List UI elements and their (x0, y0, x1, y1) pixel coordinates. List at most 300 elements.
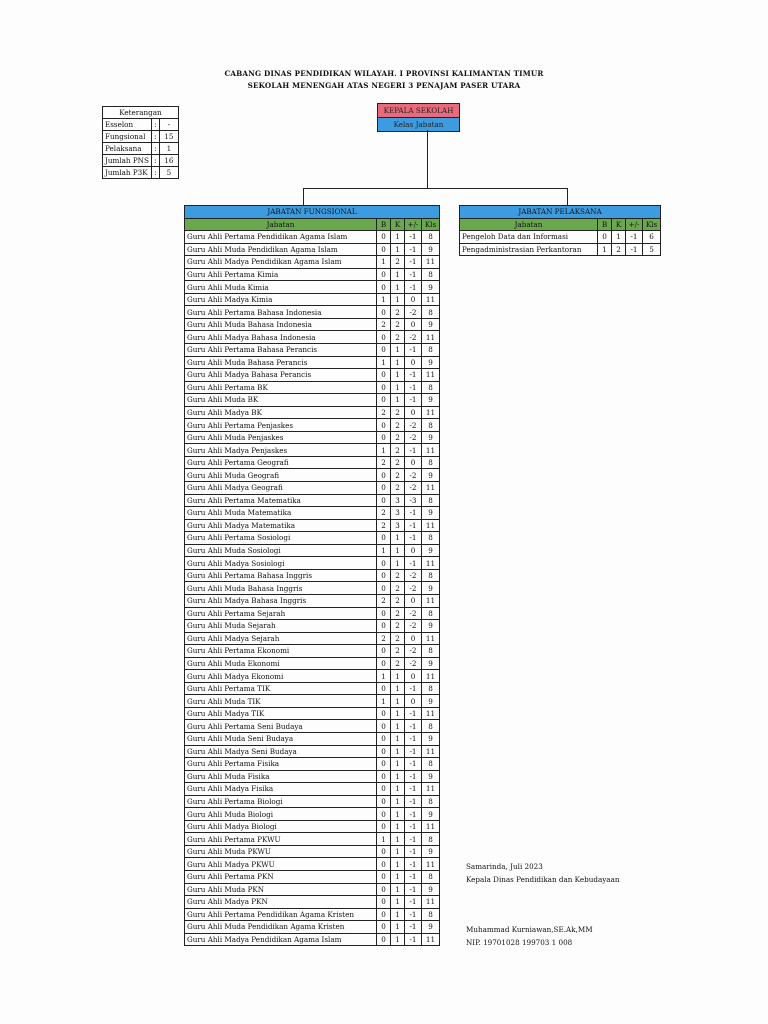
fungsional-cell-selisih: 0 (405, 632, 422, 645)
fungsional-cell-k: 2 (391, 482, 405, 495)
keterangan-separator: : (151, 155, 159, 167)
keterangan-separator: : (151, 119, 159, 131)
fungsional-row (185, 306, 440, 319)
fungsional-cell-selisih: -1 (405, 507, 422, 520)
fungsional-cell-kelas: 8 (422, 795, 440, 808)
fungsional-cell-kelas: 11 (422, 670, 440, 683)
fungsional-cell-selisih: -1 (405, 243, 422, 256)
fungsional-cell-kelas: 11 (422, 933, 440, 946)
fungsional-cell-b: 2 (377, 406, 391, 419)
fungsional-cell-b: 1 (377, 293, 391, 306)
fungsional-cell-k: 1 (391, 758, 405, 771)
fungsional-cell-selisih: 0 (405, 318, 422, 331)
fungsional-cell-k: 1 (391, 921, 405, 934)
fungsional-cell-k: 3 (391, 507, 405, 520)
keterangan-title: Keterangan (103, 107, 179, 119)
fungsional-cell-jabatan: Guru Ahli Muda Ekonomi (185, 657, 377, 670)
fungsional-cell-b: 0 (377, 795, 391, 808)
fungsional-cell-kelas: 9 (422, 845, 440, 858)
fungsional-cell-k: 1 (391, 394, 405, 407)
fungsional-cell-k: 2 (391, 406, 405, 419)
fungsional-cell-b: 0 (377, 582, 391, 595)
keterangan-row (103, 155, 179, 167)
fungsional-cell-kelas: 11 (422, 256, 440, 269)
fungsional-row (185, 281, 440, 294)
fungsional-cell-b: 1 (377, 833, 391, 846)
fungsional-cell-b: 0 (377, 268, 391, 281)
fungsional-cell-selisih: 0 (405, 406, 422, 419)
fungsional-cell-jabatan: Guru Ahli Madya Sejarah (185, 632, 377, 645)
fungsional-cell-kelas: 11 (422, 406, 440, 419)
fungsional-cell-selisih: -1 (405, 519, 422, 532)
fungsional-cell-jabatan: Guru Ahli Pertama PKWU (185, 833, 377, 846)
fungsional-cell-kelas: 9 (422, 582, 440, 595)
fungsional-row (185, 732, 440, 745)
fungsional-cell-b: 2 (377, 519, 391, 532)
fungsional-cell-jabatan: Guru Ahli Madya Pendidikan Agama Islam (185, 933, 377, 946)
fungsional-cell-b: 0 (377, 381, 391, 394)
fungsional-cell-k: 2 (391, 620, 405, 633)
fungsional-cell-b: 0 (377, 494, 391, 507)
fungsional-cell-jabatan: Guru Ahli Pertama BK (185, 381, 377, 394)
fungsional-cell-selisih: -2 (405, 469, 422, 482)
fungsional-cell-kelas: 8 (422, 231, 440, 244)
fungsional-cell-k: 2 (391, 456, 405, 469)
fungsional-cell-kelas: 11 (422, 594, 440, 607)
fungsional-cell-b: 0 (377, 808, 391, 821)
fungsional-cell-kelas: 8 (422, 569, 440, 582)
fungsional-cell-k: 1 (391, 243, 405, 256)
fungsional-cell-selisih: -1 (405, 770, 422, 783)
fungsional-cell-kelas: 11 (422, 707, 440, 720)
keterangan-label: Pelaksana (103, 143, 152, 155)
fungsional-cell-k: 1 (391, 231, 405, 244)
fungsional-cell-b: 0 (377, 469, 391, 482)
fungsional-cell-kelas: 11 (422, 369, 440, 382)
fungsional-row (185, 682, 440, 695)
fungsional-row (185, 933, 440, 946)
signature-position: Kepala Dinas Pendidikan dan Kebudayaan (466, 875, 620, 884)
pelaksana-title: JABATAN PELAKSANA (460, 206, 661, 219)
fungsional-cell-kelas: 9 (422, 732, 440, 745)
fungsional-cell-b: 0 (377, 820, 391, 833)
fungsional-cell-jabatan: Guru Ahli Muda TIK (185, 695, 377, 708)
fungsional-cell-b: 0 (377, 770, 391, 783)
fungsional-row (185, 858, 440, 871)
fungsional-cell-kelas: 8 (422, 456, 440, 469)
fungsional-row (185, 594, 440, 607)
fungsional-cell-jabatan: Guru Ahli Pertama Matematika (185, 494, 377, 507)
keterangan-value: 16 (159, 155, 178, 167)
fungsional-cell-selisih: -1 (405, 682, 422, 695)
fungsional-cell-selisih: 0 (405, 456, 422, 469)
fungsional-cell-kelas: 9 (422, 507, 440, 520)
org-connector-vertical (427, 130, 428, 188)
fungsional-cell-jabatan: Guru Ahli Pertama Bahasa Perancis (185, 344, 377, 357)
fungsional-cell-b: 0 (377, 281, 391, 294)
fungsional-cell-jabatan: Guru Ahli Muda PKWU (185, 845, 377, 858)
fungsional-cell-jabatan: Guru Ahli Muda Pendidikan Agama Islam (185, 243, 377, 256)
fungsional-cell-selisih: 0 (405, 544, 422, 557)
fungsional-row (185, 331, 440, 344)
fungsional-header-b: B (377, 218, 391, 231)
fungsional-cell-b: 0 (377, 532, 391, 545)
fungsional-cell-selisih: -1 (405, 720, 422, 733)
fungsional-cell-jabatan: Guru Ahli Muda Fisika (185, 770, 377, 783)
fungsional-row (185, 657, 440, 670)
signature-place-date: Samarinda, Juli 2023 (466, 862, 543, 871)
fungsional-cell-kelas: 11 (422, 293, 440, 306)
pelaksana-cell-k: 1 (612, 231, 626, 244)
fungsional-cell-jabatan: Guru Ahli Muda Pendidikan Agama Kristen (185, 921, 377, 934)
fungsional-cell-kelas: 8 (422, 720, 440, 733)
fungsional-cell-jabatan: Guru Ahli Madya BK (185, 406, 377, 419)
fungsional-row (185, 908, 440, 921)
pelaksana-cell-b: 0 (598, 231, 612, 244)
fungsional-cell-kelas: 9 (422, 469, 440, 482)
fungsional-cell-selisih: -2 (405, 620, 422, 633)
fungsional-cell-selisih: -1 (405, 833, 422, 846)
fungsional-cell-k: 1 (391, 720, 405, 733)
fungsional-cell-selisih: -1 (405, 795, 422, 808)
fungsional-cell-kelas: 9 (422, 921, 440, 934)
fungsional-cell-k: 2 (391, 569, 405, 582)
fungsional-cell-b: 0 (377, 933, 391, 946)
fungsional-cell-b: 2 (377, 594, 391, 607)
fungsional-cell-b: 0 (377, 620, 391, 633)
fungsional-row (185, 820, 440, 833)
fungsional-header-selisih: +/- (405, 218, 422, 231)
fungsional-cell-b: 0 (377, 394, 391, 407)
keterangan-value: 1 (159, 143, 178, 155)
fungsional-cell-k: 1 (391, 896, 405, 909)
fungsional-row (185, 582, 440, 595)
fungsional-cell-selisih: -1 (405, 369, 422, 382)
fungsional-row (185, 394, 440, 407)
fungsional-cell-jabatan: Guru Ahli Pertama Biologi (185, 795, 377, 808)
fungsional-cell-jabatan: Guru Ahli Muda Bahasa Perancis (185, 356, 377, 369)
fungsional-cell-jabatan: Guru Ahli Pertama Fisika (185, 758, 377, 771)
fungsional-cell-selisih: -2 (405, 306, 422, 319)
fungsional-row (185, 758, 440, 771)
fungsional-cell-selisih: -2 (405, 419, 422, 432)
fungsional-cell-selisih: -1 (405, 896, 422, 909)
fungsional-cell-b: 0 (377, 682, 391, 695)
keterangan-separator: : (151, 167, 159, 179)
fungsional-cell-jabatan: Guru Ahli Madya PKN (185, 896, 377, 909)
fungsional-cell-kelas: 8 (422, 645, 440, 658)
fungsional-cell-kelas: 8 (422, 833, 440, 846)
pelaksana-cell-k: 2 (612, 243, 626, 256)
fungsional-cell-b: 0 (377, 369, 391, 382)
fungsional-cell-b: 0 (377, 908, 391, 921)
fungsional-cell-b: 2 (377, 456, 391, 469)
fungsional-cell-kelas: 11 (422, 557, 440, 570)
fungsional-cell-jabatan: Guru Ahli Pertama PKN (185, 870, 377, 883)
fungsional-cell-k: 1 (391, 281, 405, 294)
fungsional-cell-kelas: 11 (422, 331, 440, 344)
pelaksana-cell-kelas: 5 (643, 243, 661, 256)
fungsional-cell-b: 0 (377, 921, 391, 934)
fungsional-cell-k: 2 (391, 469, 405, 482)
fungsional-cell-kelas: 11 (422, 482, 440, 495)
fungsional-cell-k: 1 (391, 344, 405, 357)
fungsional-cell-kelas: 11 (422, 632, 440, 645)
fungsional-cell-kelas: 8 (422, 870, 440, 883)
fungsional-cell-kelas: 9 (422, 695, 440, 708)
fungsional-cell-jabatan: Guru Ahli Muda Geografi (185, 469, 377, 482)
fungsional-row (185, 645, 440, 658)
fungsional-cell-k: 2 (391, 594, 405, 607)
signature-name: Muhammad Kurniawan,SE.Ak,MM (466, 925, 593, 934)
fungsional-cell-kelas: 9 (422, 394, 440, 407)
fungsional-cell-kelas: 9 (422, 356, 440, 369)
fungsional-cell-k: 1 (391, 808, 405, 821)
fungsional-cell-b: 0 (377, 243, 391, 256)
fungsional-cell-b: 0 (377, 783, 391, 796)
fungsional-cell-k: 1 (391, 557, 405, 570)
fungsional-cell-selisih: -1 (405, 381, 422, 394)
fungsional-row (185, 507, 440, 520)
fungsional-row (185, 557, 440, 570)
fungsional-row (185, 419, 440, 432)
fungsional-cell-selisih: -1 (405, 933, 422, 946)
fungsional-row (185, 883, 440, 896)
keterangan-separator: : (151, 131, 159, 143)
pelaksana-cell-selisih: -1 (626, 243, 643, 256)
fungsional-cell-kelas: 8 (422, 381, 440, 394)
fungsional-cell-b: 0 (377, 883, 391, 896)
fungsional-row (185, 670, 440, 683)
pelaksana-column-headers (460, 218, 661, 231)
fungsional-cell-selisih: -1 (405, 783, 422, 796)
fungsional-cell-jabatan: Guru Ahli Madya Matematika (185, 519, 377, 532)
fungsional-cell-selisih: 0 (405, 293, 422, 306)
fungsional-cell-selisih: -1 (405, 394, 422, 407)
fungsional-cell-k: 2 (391, 444, 405, 457)
fungsional-row (185, 707, 440, 720)
fungsional-cell-selisih: -1 (405, 231, 422, 244)
fungsional-cell-kelas: 9 (422, 318, 440, 331)
fungsional-cell-b: 0 (377, 482, 391, 495)
org-connector-left (303, 188, 304, 205)
fungsional-cell-jabatan: Guru Ahli Madya Fisika (185, 783, 377, 796)
fungsional-cell-jabatan: Guru Ahli Muda Bahasa Inggris (185, 582, 377, 595)
fungsional-cell-k: 1 (391, 732, 405, 745)
fungsional-cell-b: 0 (377, 645, 391, 658)
fungsional-cell-jabatan: Guru Ahli Madya TIK (185, 707, 377, 720)
fungsional-cell-k: 1 (391, 833, 405, 846)
fungsional-row (185, 431, 440, 444)
fungsional-cell-selisih: -1 (405, 344, 422, 357)
fungsional-row (185, 544, 440, 557)
fungsional-row (185, 921, 440, 934)
fungsional-cell-selisih: -2 (405, 582, 422, 595)
fungsional-cell-kelas: 9 (422, 657, 440, 670)
keterangan-label: Fungsional (103, 131, 152, 143)
fungsional-cell-selisih: -1 (405, 883, 422, 896)
fungsional-cell-b: 0 (377, 431, 391, 444)
fungsional-cell-b: 0 (377, 720, 391, 733)
fungsional-row (185, 569, 440, 582)
fungsional-cell-jabatan: Guru Ahli Madya Pendidikan Agama Islam (185, 256, 377, 269)
fungsional-cell-kelas: 8 (422, 344, 440, 357)
fungsional-cell-k: 2 (391, 632, 405, 645)
fungsional-cell-selisih: -1 (405, 281, 422, 294)
pelaksana-cell-kelas: 6 (643, 231, 661, 244)
fungsional-cell-k: 2 (391, 331, 405, 344)
fungsional-cell-kelas: 8 (422, 532, 440, 545)
fungsional-cell-jabatan: Guru Ahli Madya PKWU (185, 858, 377, 871)
header-line-1: CABANG DINAS PENDIDIKAN WILAYAH. I PROVINSI KALIMANTAN TIMUR (224, 69, 544, 78)
fungsional-row (185, 318, 440, 331)
fungsional-cell-jabatan: Guru Ahli Madya Penjaskes (185, 444, 377, 457)
keterangan-value: 15 (159, 131, 178, 143)
fungsional-cell-b: 0 (377, 845, 391, 858)
fungsional-cell-jabatan: Guru Ahli Pertama Kimia (185, 268, 377, 281)
fungsional-cell-b: 0 (377, 732, 391, 745)
kepala-sekolah-box (377, 103, 460, 132)
fungsional-row (185, 406, 440, 419)
keterangan-row (103, 143, 179, 155)
fungsional-cell-selisih: -1 (405, 845, 422, 858)
fungsional-row (185, 632, 440, 645)
fungsional-cell-kelas: 9 (422, 620, 440, 633)
fungsional-cell-k: 1 (391, 908, 405, 921)
fungsional-cell-jabatan: Guru Ahli Muda Biologi (185, 808, 377, 821)
fungsional-row (185, 845, 440, 858)
fungsional-cell-k: 2 (391, 607, 405, 620)
fungsional-cell-b: 2 (377, 507, 391, 520)
fungsional-row (185, 482, 440, 495)
fungsional-row (185, 795, 440, 808)
keterangan-label: Jumlah PNS (103, 155, 152, 167)
fungsional-row (185, 833, 440, 846)
fungsional-row (185, 783, 440, 796)
kepala-sekolah-label: KEPALA SEKOLAH (377, 103, 460, 118)
fungsional-row (185, 870, 440, 883)
fungsional-cell-jabatan: Guru Ahli Madya Bahasa Indonesia (185, 331, 377, 344)
fungsional-cell-kelas: 9 (422, 281, 440, 294)
fungsional-cell-k: 3 (391, 494, 405, 507)
fungsional-cell-jabatan: Guru Ahli Muda Sosiologi (185, 544, 377, 557)
fungsional-cell-kelas: 11 (422, 745, 440, 758)
fungsional-row (185, 770, 440, 783)
fungsional-cell-kelas: 8 (422, 268, 440, 281)
fungsional-cell-k: 1 (391, 795, 405, 808)
keterangan-row (103, 119, 179, 131)
fungsional-cell-selisih: -1 (405, 908, 422, 921)
fungsional-cell-jabatan: Guru Ahli Pertama Seni Budaya (185, 720, 377, 733)
fungsional-cell-k: 1 (391, 770, 405, 783)
fungsional-row (185, 444, 440, 457)
fungsional-cell-k: 2 (391, 419, 405, 432)
pelaksana-cell-selisih: -1 (626, 231, 643, 244)
fungsional-cell-k: 3 (391, 519, 405, 532)
pelaksana-cell-jabatan: Pengadministrasian Perkantoran (460, 243, 598, 256)
fungsional-row (185, 494, 440, 507)
fungsional-cell-k: 2 (391, 306, 405, 319)
fungsional-cell-selisih: -1 (405, 557, 422, 570)
fungsional-cell-k: 1 (391, 369, 405, 382)
fungsional-cell-b: 0 (377, 745, 391, 758)
fungsional-cell-b: 0 (377, 870, 391, 883)
fungsional-cell-k: 2 (391, 657, 405, 670)
fungsional-cell-k: 2 (391, 256, 405, 269)
fungsional-cell-jabatan: Guru Ahli Muda Matematika (185, 507, 377, 520)
fungsional-row (185, 268, 440, 281)
fungsional-cell-jabatan: Guru Ahli Pertama Pendidikan Agama Islam (185, 231, 377, 244)
fungsional-cell-b: 1 (377, 256, 391, 269)
fungsional-header-kelas: Kls (422, 218, 440, 231)
fungsional-cell-jabatan: Guru Ahli Madya Bahasa Inggris (185, 594, 377, 607)
fungsional-cell-selisih: -1 (405, 532, 422, 545)
fungsional-cell-jabatan: Guru Ahli Pertama Bahasa Indonesia (185, 306, 377, 319)
fungsional-cell-kelas: 9 (422, 883, 440, 896)
fungsional-cell-b: 0 (377, 896, 391, 909)
fungsional-cell-kelas: 8 (422, 419, 440, 432)
fungsional-row (185, 231, 440, 244)
fungsional-cell-jabatan: Guru Ahli Muda Kimia (185, 281, 377, 294)
keterangan-table (102, 106, 179, 179)
fungsional-cell-selisih: -1 (405, 745, 422, 758)
fungsional-cell-b: 0 (377, 657, 391, 670)
pelaksana-header-jabatan: Jabatan (460, 218, 598, 231)
jabatan-fungsional-table (184, 205, 440, 946)
pelaksana-header-kelas: Kls (643, 218, 661, 231)
fungsional-row (185, 369, 440, 382)
fungsional-cell-selisih: -2 (405, 569, 422, 582)
fungsional-cell-b: 1 (377, 356, 391, 369)
fungsional-cell-selisih: -2 (405, 607, 422, 620)
fungsional-cell-selisih: 0 (405, 695, 422, 708)
keterangan-body (103, 119, 179, 179)
fungsional-cell-b: 0 (377, 569, 391, 582)
fungsional-row (185, 607, 440, 620)
fungsional-row (185, 695, 440, 708)
fungsional-cell-selisih: 0 (405, 670, 422, 683)
document-header (0, 68, 768, 92)
fungsional-row (185, 344, 440, 357)
fungsional-cell-kelas: 11 (422, 444, 440, 457)
fungsional-body (185, 231, 440, 946)
fungsional-cell-b: 0 (377, 707, 391, 720)
fungsional-cell-selisih: -1 (405, 444, 422, 457)
fungsional-cell-kelas: 8 (422, 494, 440, 507)
fungsional-row (185, 256, 440, 269)
keterangan-label: Esselon (103, 119, 152, 131)
fungsional-cell-selisih: -1 (405, 268, 422, 281)
keterangan-label: Jumlah P3K (103, 167, 152, 179)
fungsional-cell-jabatan: Guru Ahli Madya Seni Budaya (185, 745, 377, 758)
fungsional-cell-b: 0 (377, 758, 391, 771)
fungsional-title: JABATAN FUNGSIONAL (185, 206, 440, 219)
fungsional-cell-kelas: 9 (422, 808, 440, 821)
fungsional-row (185, 745, 440, 758)
fungsional-cell-k: 2 (391, 582, 405, 595)
pelaksana-cell-jabatan: Pengeloh Data dan Informasi (460, 231, 598, 244)
fungsional-cell-k: 1 (391, 293, 405, 306)
fungsional-cell-jabatan: Guru Ahli Muda PKN (185, 883, 377, 896)
fungsional-cell-k: 1 (391, 268, 405, 281)
fungsional-cell-kelas: 9 (422, 243, 440, 256)
fungsional-row (185, 469, 440, 482)
kelas-jabatan-label: Kelas Jabatan (377, 118, 460, 132)
fungsional-cell-k: 1 (391, 858, 405, 871)
fungsional-cell-jabatan: Guru Ahli Pertama Geografi (185, 456, 377, 469)
fungsional-cell-k: 2 (391, 318, 405, 331)
fungsional-cell-selisih: -1 (405, 870, 422, 883)
